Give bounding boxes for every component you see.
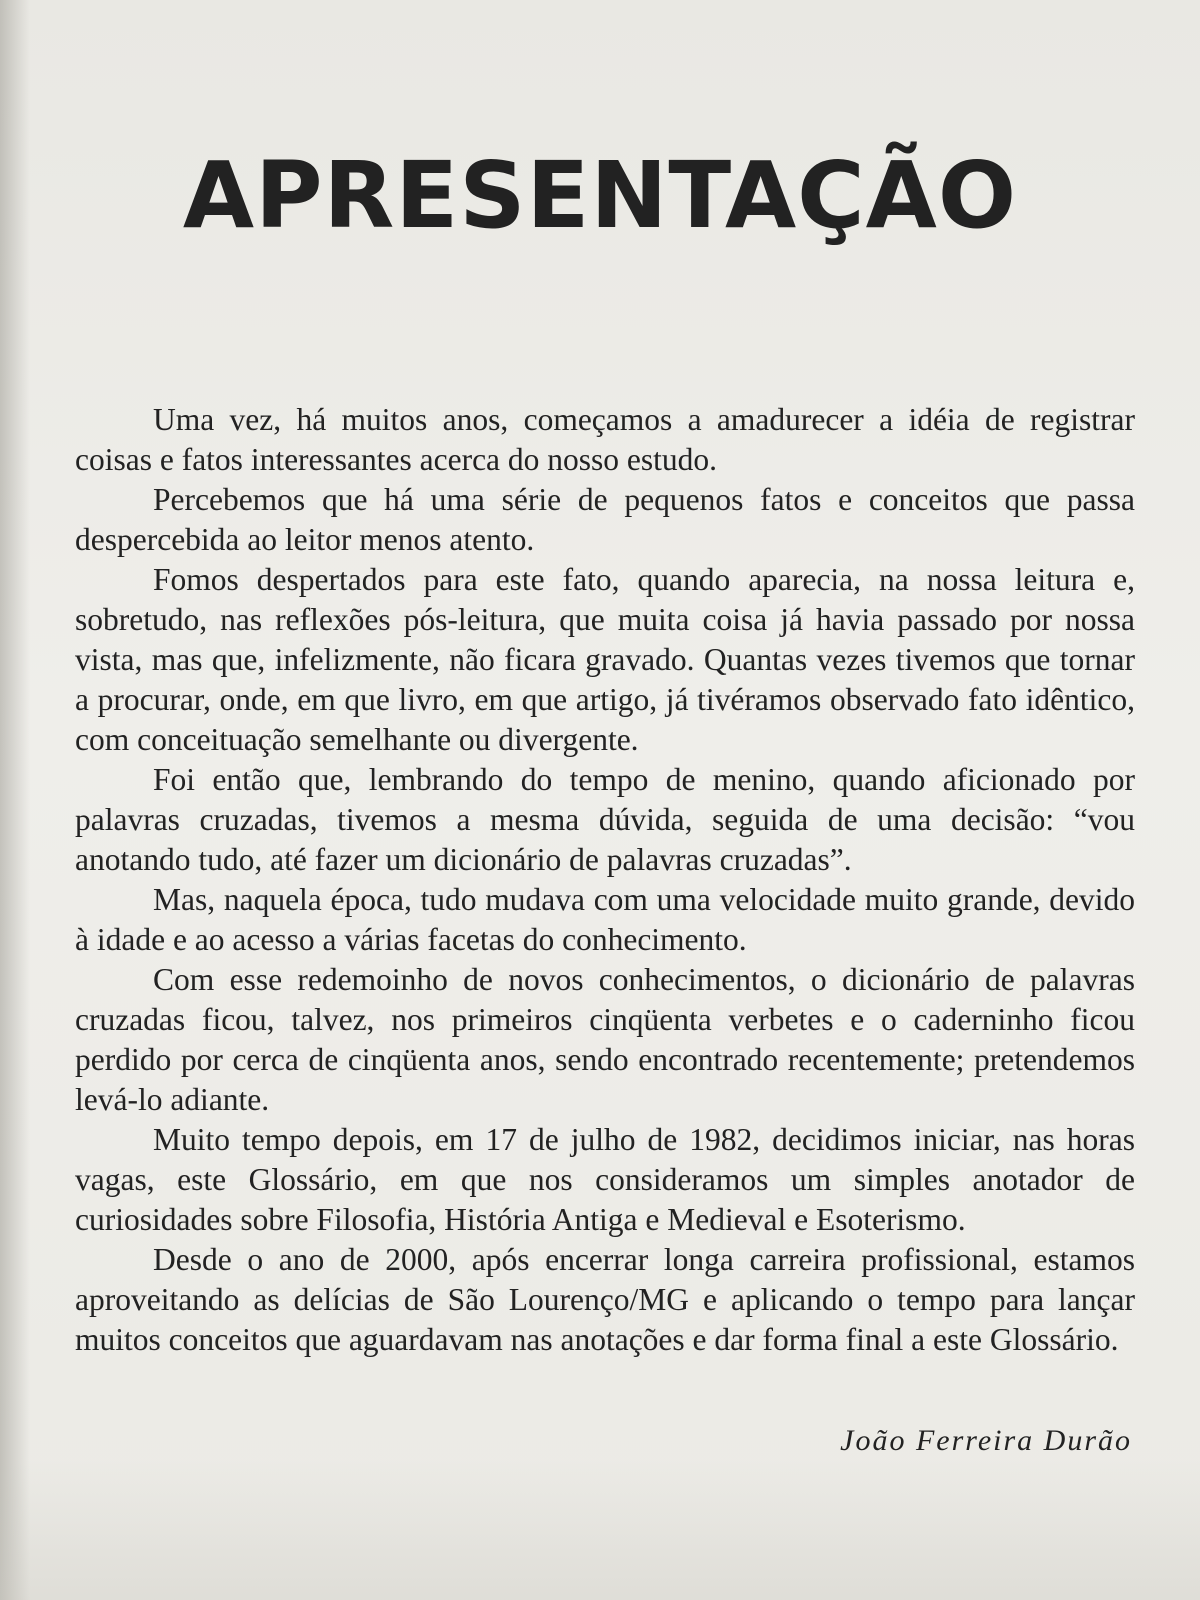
page-title: APRESENTAÇÃO (182, 142, 1018, 249)
paragraph-3: Fomos despertados para este fato, quando aparecia, na nossa leitura e, sobretudo, nas reflexões pós-leitura, que muita coisa já havia passado por nossa vista, mas que, infelizmente, não ficara gravado. Quantas vezes tivemos que tornar a procurar, onde, em que livro, em que artigo, já tivéramos observado fato idêntico, com conceituação semelhante ou divergente. (75, 562, 1135, 757)
paragraph-4: Foi então que, lembrando do tempo de menino, quando aficionado por palavras cruzadas, tivemos a mesma dúvida, seguida de uma decisão: “vou anotando tudo, até fazer um dicionário de palavras cruzadas”. (75, 762, 1135, 877)
paragraph-1: Uma vez, há muitos anos, começamos a amadurecer a idéia de registrar coisas e fatos interessantes acerca do nosso estudo. (75, 402, 1135, 477)
paragraph-7: Muito tempo depois, em 17 de julho de 1982, decidimos iniciar, nas horas vagas, este Glossário, em que nos consideramos um simples anotador de curiosidades sobre Filosofia, História Antiga e Medieval e Esoterismo. (75, 1122, 1135, 1237)
body-text (75, 400, 1135, 1360)
paragraph-8: Desde o ano de 2000, após encerrar longa carreira profissional, estamos aproveitando as delícias de São Lourenço/MG e aplicando o tempo para lançar muitos conceitos que aguardavam nas anotações e dar forma final a este Glossário. (75, 1242, 1135, 1357)
paragraph-6: Com esse redemoinho de novos conhecimentos, o dicionário de palavras cruzadas ficou, talvez, nos primeiros cinqüenta verbetes e o caderninho ficou perdido por cerca de cinqüenta anos, sendo encontrado recentemente; pretendemos levá-lo adiante. (75, 962, 1135, 1117)
paragraph-5: Mas, naquela época, tudo mudava com uma velocidade muito grande, devido à idade e ao acesso a várias facetas do conhecimento. (75, 882, 1135, 957)
paragraph-2: Percebemos que há uma série de pequenos fatos e conceitos que passa despercebida ao leitor menos atento. (75, 482, 1135, 557)
author-signature: João Ferreira Durão (840, 1424, 1132, 1457)
